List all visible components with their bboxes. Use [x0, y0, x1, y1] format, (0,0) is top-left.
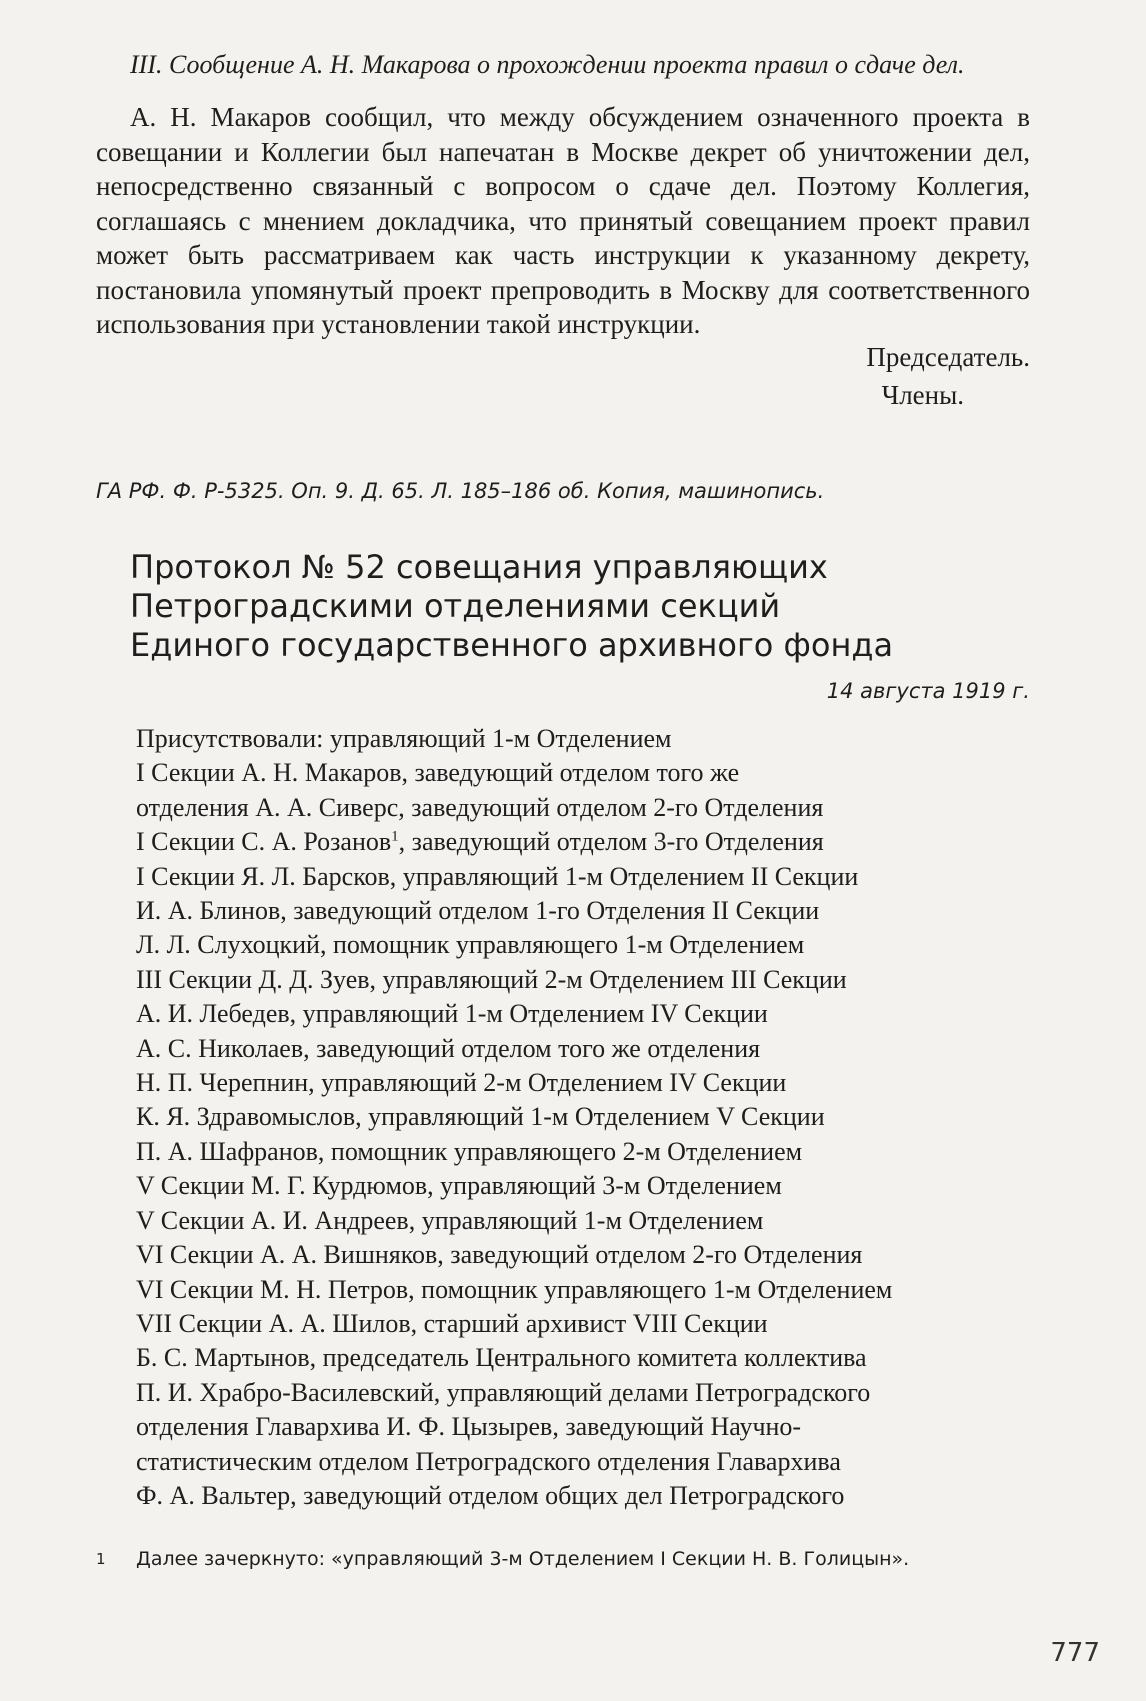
attendee-line-end: , заведующий отделом 3-го Отделения	[398, 827, 824, 857]
footnote-reference: 1	[391, 828, 399, 845]
attendee-line: V Секции А. И. Андреев, управляющий 1-м Отделением	[136, 1205, 764, 1235]
attendee-line: П. И. Храбро-Василевский, управляющий делами Петроградского	[136, 1377, 871, 1407]
attendee-line	[136, 825, 1036, 859]
protocol-title	[130, 548, 1030, 665]
attendee-line: VI Секции А. А. Вишняков, заведующий отделом 2-го Отделения	[136, 1240, 863, 1270]
archive-reference: ГА РФ. Ф. Р-5325. Оп. 9. Д. 65. Л. 185–186 об. Копия, машинопись.	[96, 479, 825, 503]
attendee-line: VI Секции М. Н. Петров, помощник управляющего 1-м Отделением	[136, 1274, 893, 1304]
attendee-line: Н. П. Черепнин, управляющий 2-м Отделением IV Секции	[136, 1068, 787, 1098]
footnote-text: Далее зачеркнуто: «управляющий 3-м Отделением I Секции Н. В. Голицын».	[136, 1548, 910, 1570]
attendee-line: I Секции Я. Л. Барсков, управляющий 1-м Отделением II Секции	[136, 861, 859, 891]
attendee-line: VII Секции А. А. Шилов, старший архивист VIII Секции	[136, 1308, 768, 1338]
footnote	[96, 1545, 996, 1573]
attendee-line: Б. С. Мартынов, председатель Центрального комитета коллектива	[136, 1343, 867, 1373]
attendee-line: III Секции Д. Д. Зуев, управляющий 2-м Отделением III Секции	[136, 964, 847, 994]
attendee-line: К. Я. Здравомыслов, управляющий 1-м Отделением V Секции	[136, 1102, 825, 1132]
attendee-line: Присутствовали: управляющий 1-м Отделением	[136, 724, 672, 753]
attendee-line: П. А. Шафранов, помощник управляющего 2-м Отделением	[136, 1136, 803, 1166]
body-paragraph: А. Н. Макаров сообщил, что между обсуждением означенного проекта в совещании и Коллегии был напечатан в Москве декрет об уничтожении дел, непосредственно связанный с вопросом о сдаче дел. Поэтому Коллегия, соглашаясь с мнением докладчика, что принятый совещанием проект правил может быть рассматриваем как часть инструкции к указанному декрету, постановила упомянутый проект препроводить в Москву для соответственного использования при установлении такой инструкции.	[96, 102, 1030, 339]
attendee-line-start: I Секции С. А. Розанов	[136, 827, 392, 857]
footnote-marker: 1	[96, 1550, 106, 1568]
attendees-list	[136, 722, 1036, 1513]
attendee-line: Л. Л. Слухоцкий, помощник управляющего 1-м Отделением	[136, 930, 805, 960]
attendee-line: V Секции М. Г. Курдюмов, управляющий 3-м Отделением	[136, 1171, 782, 1201]
signature-members: Члены.	[881, 380, 964, 410]
attendee-line: отделения Главархива И. Ф. Цызырев, заведующий Научно-	[136, 1412, 802, 1442]
section-heading: III. Сообщение А. Н. Макарова о прохождении проекта правил о сдаче дел.	[130, 50, 965, 79]
attendee-line: А. И. Лебедев, управляющий 1-м Отделением IV Секции	[136, 999, 768, 1029]
protocol-title-line: Протокол № 52 совещания управляющих	[130, 548, 828, 586]
attendee-line: статистическим отделом Петроградского отделения Главархива	[136, 1446, 841, 1476]
page-number: 777	[1050, 1638, 1100, 1668]
attendee-line: Ф. А. Вальтер, заведующий отделом общих дел Петроградского	[136, 1480, 845, 1510]
attendee-line: отделения А. А. Сиверс, заведующий отделом 2-го Отделения	[136, 792, 824, 822]
attendee-line: I Секции А. Н. Макаров, заведующий отделом того же	[136, 758, 740, 788]
attendee-line: А. С. Николаев, заведующий отделом того же отделения	[136, 1033, 761, 1063]
protocol-title-line: Единого государственного архивного фонда	[130, 626, 894, 664]
protocol-date: 14 августа 1919 г.	[826, 679, 1030, 703]
signature-chair: Председатель.	[866, 342, 1030, 372]
protocol-title-line: Петроградскими отделениями секций	[130, 587, 781, 625]
attendee-line: И. А. Блинов, заведующий отделом 1-го Отделения II Секции	[136, 896, 820, 926]
